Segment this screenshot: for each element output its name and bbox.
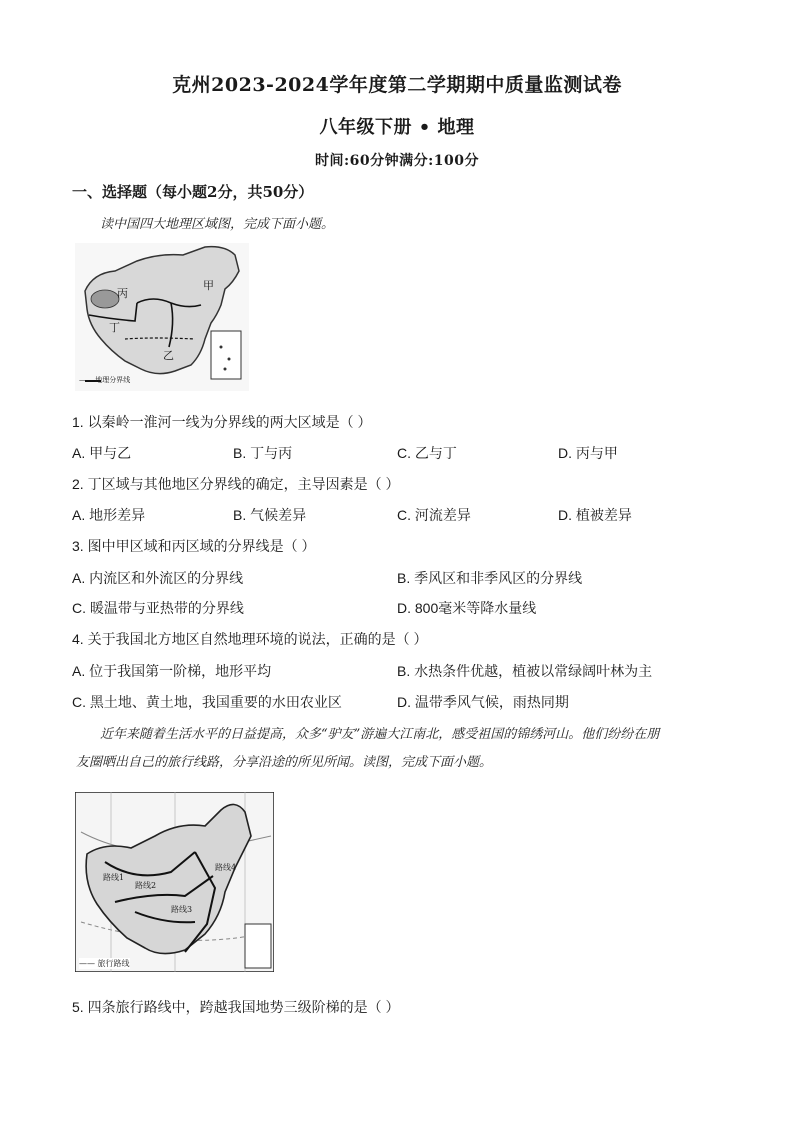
q2-option-d[interactable]: D. 植被差异	[558, 507, 632, 523]
map2-legend: —— 旅行路线	[79, 959, 130, 968]
region-label-bing: 丙	[117, 287, 128, 300]
section-heading: 一、选择题（每小题2分，共50分）	[72, 183, 314, 201]
map1-intro: 读中国四大地理区域图，完成下面小题。	[100, 217, 335, 232]
map2-intro-line2: 友圈晒出自己的旅行线路，分享沿途的所见所闻。读图，完成下面小题。	[76, 755, 493, 770]
question-3: 3. 图中甲区域和丙区域的分界线是（ ）	[72, 538, 316, 554]
region-label-ding: 丁	[109, 321, 120, 334]
question-2: 2. 丁区域与其他地区分界线的确定，主导因素是（ ）	[72, 476, 400, 492]
question-5: 5. 四条旅行路线中，跨越我国地势三级阶梯的是（ ）	[72, 999, 400, 1015]
q3-option-c[interactable]: C. 暖温带与亚热带的分界线	[72, 600, 244, 616]
travel-routes-map	[75, 792, 274, 972]
route-label-1: 路线1	[103, 873, 125, 882]
q3-option-a[interactable]: A. 内流区和外流区的分界线	[72, 570, 244, 586]
q4-option-c[interactable]: C. 黑土地、黄土地，我国重要的水田农业区	[72, 694, 342, 710]
q2-option-c[interactable]: C. 河流差异	[397, 507, 471, 523]
map1-legend: —— 地理分界线	[79, 376, 131, 384]
exam-title: 克州2023-2024学年度第二学期期中质量监测试卷	[172, 74, 622, 96]
q1-option-d[interactable]: D. 丙与甲	[558, 445, 618, 461]
q3-option-b[interactable]: B. 季风区和非季风区的分界线	[397, 570, 583, 586]
question-1: 1. 以秦岭一淮河一线为分界线的两大区域是（ ）	[72, 414, 372, 430]
route-label-2: 路线2	[135, 881, 157, 890]
route-label-3: 路线3	[171, 905, 193, 914]
q3-option-d[interactable]: D. 800毫米等降水量线	[397, 600, 537, 616]
question-4: 4. 关于我国北方地区自然地理环境的说法，正确的是（ ）	[72, 631, 428, 647]
q2-option-b[interactable]: B. 气候差异	[233, 507, 307, 523]
china-regions-map	[75, 243, 249, 391]
exam-subtitle: 八年级下册 • 地理	[319, 117, 475, 138]
q4-option-b[interactable]: B. 水热条件优越，植被以常绿阔叶林为主	[397, 663, 653, 679]
q1-option-c[interactable]: C. 乙与丁	[397, 445, 457, 461]
q2-option-a[interactable]: A. 地形差异	[72, 507, 146, 523]
route-label-4: 路线4	[215, 863, 237, 872]
q1-option-a[interactable]: A. 甲与乙	[72, 445, 132, 461]
region-label-yi: 乙	[163, 349, 174, 362]
q4-option-a[interactable]: A. 位于我国第一阶梯，地形平均	[72, 663, 272, 679]
map2-intro-line1: 近年来随着生活水平的日益提高，众多“驴友”游遍大江南北，感受祖国的锦绣河山。他们纷纷在朋	[100, 727, 660, 742]
q4-option-d[interactable]: D. 温带季风气候，雨热同期	[397, 694, 569, 710]
region-label-jia: 甲	[203, 279, 214, 292]
exam-time-info: 时间:60分钟满分:100分	[314, 153, 480, 169]
q1-option-b[interactable]: B. 丁与丙	[233, 445, 293, 461]
